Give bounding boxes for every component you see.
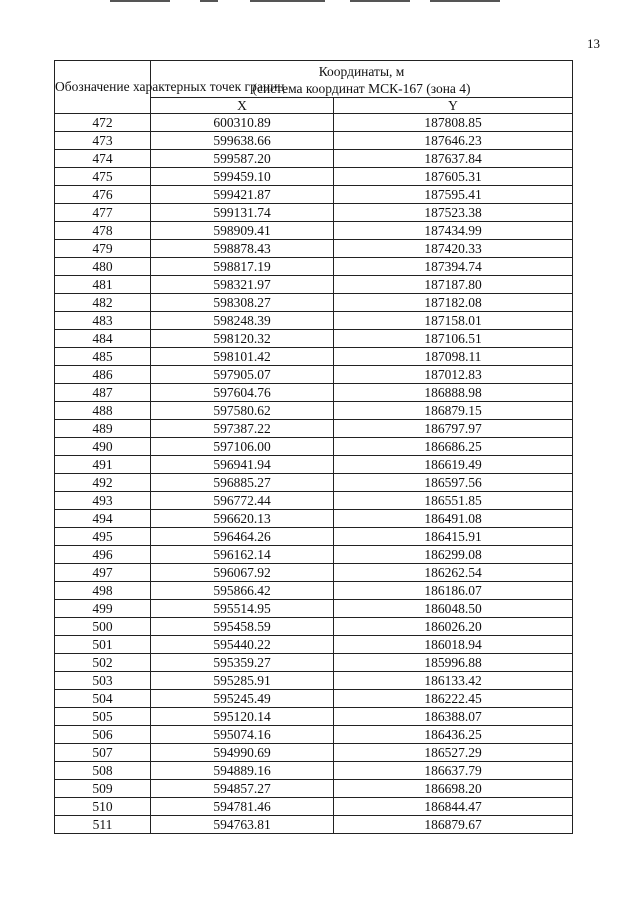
table-row: [55, 150, 573, 168]
x-cell: 597905.07: [151, 366, 334, 384]
point-cell: 495: [55, 528, 151, 546]
table-row: [55, 474, 573, 492]
point-cell: 497: [55, 564, 151, 582]
table-row: [55, 510, 573, 528]
point-cell: 507: [55, 744, 151, 762]
y-cell: 186133.42: [334, 672, 573, 690]
y-cell: 187646.23: [334, 132, 573, 150]
point-cell: 492: [55, 474, 151, 492]
coordinates-title: Координаты, м: [318, 64, 405, 79]
y-cell: 186388.07: [334, 708, 573, 726]
point-cell: 498: [55, 582, 151, 600]
y-cell: 186299.08: [334, 546, 573, 564]
point-cell: 502: [55, 654, 151, 672]
x-cell: 596620.13: [151, 510, 334, 528]
table-row: [55, 654, 573, 672]
table-row: [55, 618, 573, 636]
x-cell: 595440.22: [151, 636, 334, 654]
table-row: [55, 546, 573, 564]
x-cell: 595285.91: [151, 672, 334, 690]
x-column-header: X: [151, 98, 334, 114]
y-cell: 186415.91: [334, 528, 573, 546]
x-cell: 596464.26: [151, 528, 334, 546]
point-cell: 504: [55, 690, 151, 708]
x-cell: 600310.89: [151, 114, 334, 132]
table-row: [55, 348, 573, 366]
y-cell: 186527.29: [334, 744, 573, 762]
y-cell: 185996.88: [334, 654, 573, 672]
point-cell: 483: [55, 312, 151, 330]
table-row: [55, 384, 573, 402]
y-cell: 187187.80: [334, 276, 573, 294]
y-cell: 186686.25: [334, 438, 573, 456]
table-body: [55, 114, 573, 834]
point-cell: 491: [55, 456, 151, 474]
table-row: [55, 240, 573, 258]
point-cell: 493: [55, 492, 151, 510]
x-cell: 598308.27: [151, 294, 334, 312]
table-row: [55, 564, 573, 582]
x-cell: 595458.59: [151, 618, 334, 636]
x-cell: 599638.66: [151, 132, 334, 150]
y-cell: 186222.45: [334, 690, 573, 708]
y-cell: 186888.98: [334, 384, 573, 402]
y-cell: 187394.74: [334, 258, 573, 276]
table-row: [55, 528, 573, 546]
y-column-header: Y: [334, 98, 573, 114]
table-row: [55, 132, 573, 150]
x-cell: 597604.76: [151, 384, 334, 402]
y-cell: 187420.33: [334, 240, 573, 258]
y-cell: 186551.85: [334, 492, 573, 510]
point-cell: 480: [55, 258, 151, 276]
table-row: [55, 330, 573, 348]
table-row: [55, 582, 573, 600]
point-cell: 486: [55, 366, 151, 384]
table-row: [55, 690, 573, 708]
table-row: [55, 600, 573, 618]
x-cell: 598878.43: [151, 240, 334, 258]
table-row: [55, 708, 573, 726]
x-cell: 596941.94: [151, 456, 334, 474]
table-row: [55, 258, 573, 276]
x-cell: 594990.69: [151, 744, 334, 762]
point-cell: 487: [55, 384, 151, 402]
point-cell: 510: [55, 798, 151, 816]
y-cell: 187808.85: [334, 114, 573, 132]
table-row: [55, 366, 573, 384]
x-cell: 597580.62: [151, 402, 334, 420]
x-cell: 595245.49: [151, 690, 334, 708]
point-cell: 476: [55, 186, 151, 204]
point-cell: 494: [55, 510, 151, 528]
table-row: [55, 762, 573, 780]
y-cell: 187158.01: [334, 312, 573, 330]
point-cell: 501: [55, 636, 151, 654]
top-edge-marks: [100, 0, 520, 4]
y-cell: 187012.83: [334, 366, 573, 384]
table-row: [55, 222, 573, 240]
y-cell: 187637.84: [334, 150, 573, 168]
table-row: [55, 204, 573, 222]
y-cell: 186018.94: [334, 636, 573, 654]
y-cell: 186186.07: [334, 582, 573, 600]
table-row: [55, 456, 573, 474]
point-cell: 503: [55, 672, 151, 690]
x-cell: 595514.95: [151, 600, 334, 618]
table-row: [55, 438, 573, 456]
point-cell: 484: [55, 330, 151, 348]
x-cell: 598248.39: [151, 312, 334, 330]
x-cell: 594763.81: [151, 816, 334, 834]
y-cell: 186879.15: [334, 402, 573, 420]
table-row: [55, 816, 573, 834]
point-cell: 473: [55, 132, 151, 150]
y-cell: 186597.56: [334, 474, 573, 492]
x-cell: 595074.16: [151, 726, 334, 744]
x-cell: 598101.42: [151, 348, 334, 366]
x-cell: 596885.27: [151, 474, 334, 492]
x-cell: 598817.19: [151, 258, 334, 276]
point-cell: 477: [55, 204, 151, 222]
table-row: [55, 420, 573, 438]
table-row: [55, 186, 573, 204]
y-cell: 187182.08: [334, 294, 573, 312]
point-cell: 496: [55, 546, 151, 564]
x-cell: 599459.10: [151, 168, 334, 186]
y-cell: 187098.11: [334, 348, 573, 366]
y-cell: 186619.49: [334, 456, 573, 474]
coordinates-system: (система координат МСК-167 (зона 4): [252, 81, 471, 96]
table-row: [55, 672, 573, 690]
point-cell: 506: [55, 726, 151, 744]
coordinates-table: [54, 60, 573, 834]
point-cell: 511: [55, 816, 151, 834]
y-cell: 187595.41: [334, 186, 573, 204]
x-cell: 595866.42: [151, 582, 334, 600]
point-cell: 474: [55, 150, 151, 168]
point-cell: 482: [55, 294, 151, 312]
x-cell: 594781.46: [151, 798, 334, 816]
x-cell: 595120.14: [151, 708, 334, 726]
table-header-row: [55, 61, 573, 98]
point-cell: 478: [55, 222, 151, 240]
y-cell: 186698.20: [334, 780, 573, 798]
point-cell: 490: [55, 438, 151, 456]
y-cell: 186026.20: [334, 618, 573, 636]
x-cell: 599587.20: [151, 150, 334, 168]
point-cell: 485: [55, 348, 151, 366]
point-cell: 509: [55, 780, 151, 798]
y-cell: 187523.38: [334, 204, 573, 222]
y-cell: 187106.51: [334, 330, 573, 348]
table-row: [55, 492, 573, 510]
table-row: [55, 114, 573, 132]
x-cell: 598909.41: [151, 222, 334, 240]
table-row: [55, 276, 573, 294]
x-cell: 599421.87: [151, 186, 334, 204]
y-cell: 186879.67: [334, 816, 573, 834]
y-cell: 186436.25: [334, 726, 573, 744]
y-cell: 186637.79: [334, 762, 573, 780]
x-cell: 596772.44: [151, 492, 334, 510]
y-cell: 186844.47: [334, 798, 573, 816]
y-cell: 187605.31: [334, 168, 573, 186]
point-cell: 499: [55, 600, 151, 618]
point-cell: 488: [55, 402, 151, 420]
table-row: [55, 798, 573, 816]
y-cell: 186491.08: [334, 510, 573, 528]
x-cell: 594857.27: [151, 780, 334, 798]
table-row: [55, 744, 573, 762]
page-number: 13: [587, 36, 600, 51]
x-cell: 598120.32: [151, 330, 334, 348]
x-cell: 595359.27: [151, 654, 334, 672]
table-row: [55, 294, 573, 312]
x-cell: 597106.00: [151, 438, 334, 456]
x-cell: 596067.92: [151, 564, 334, 582]
y-cell: 186048.50: [334, 600, 573, 618]
point-cell: 505: [55, 708, 151, 726]
y-cell: 186797.97: [334, 420, 573, 438]
point-cell: 475: [55, 168, 151, 186]
point-cell: 508: [55, 762, 151, 780]
table-row: [55, 636, 573, 654]
point-cell: 472: [55, 114, 151, 132]
point-cell: 479: [55, 240, 151, 258]
table-row: [55, 312, 573, 330]
point-column-header: Обозначение характерных точек границ: [55, 61, 151, 114]
table-row: [55, 168, 573, 186]
x-cell: 596162.14: [151, 546, 334, 564]
x-cell: 598321.97: [151, 276, 334, 294]
point-cell: 481: [55, 276, 151, 294]
y-cell: 186262.54: [334, 564, 573, 582]
table-row: [55, 780, 573, 798]
point-cell: 500: [55, 618, 151, 636]
point-cell: 489: [55, 420, 151, 438]
x-cell: 594889.16: [151, 762, 334, 780]
y-cell: 187434.99: [334, 222, 573, 240]
table-row: [55, 402, 573, 420]
x-cell: 599131.74: [151, 204, 334, 222]
x-cell: 597387.22: [151, 420, 334, 438]
table-row: [55, 726, 573, 744]
